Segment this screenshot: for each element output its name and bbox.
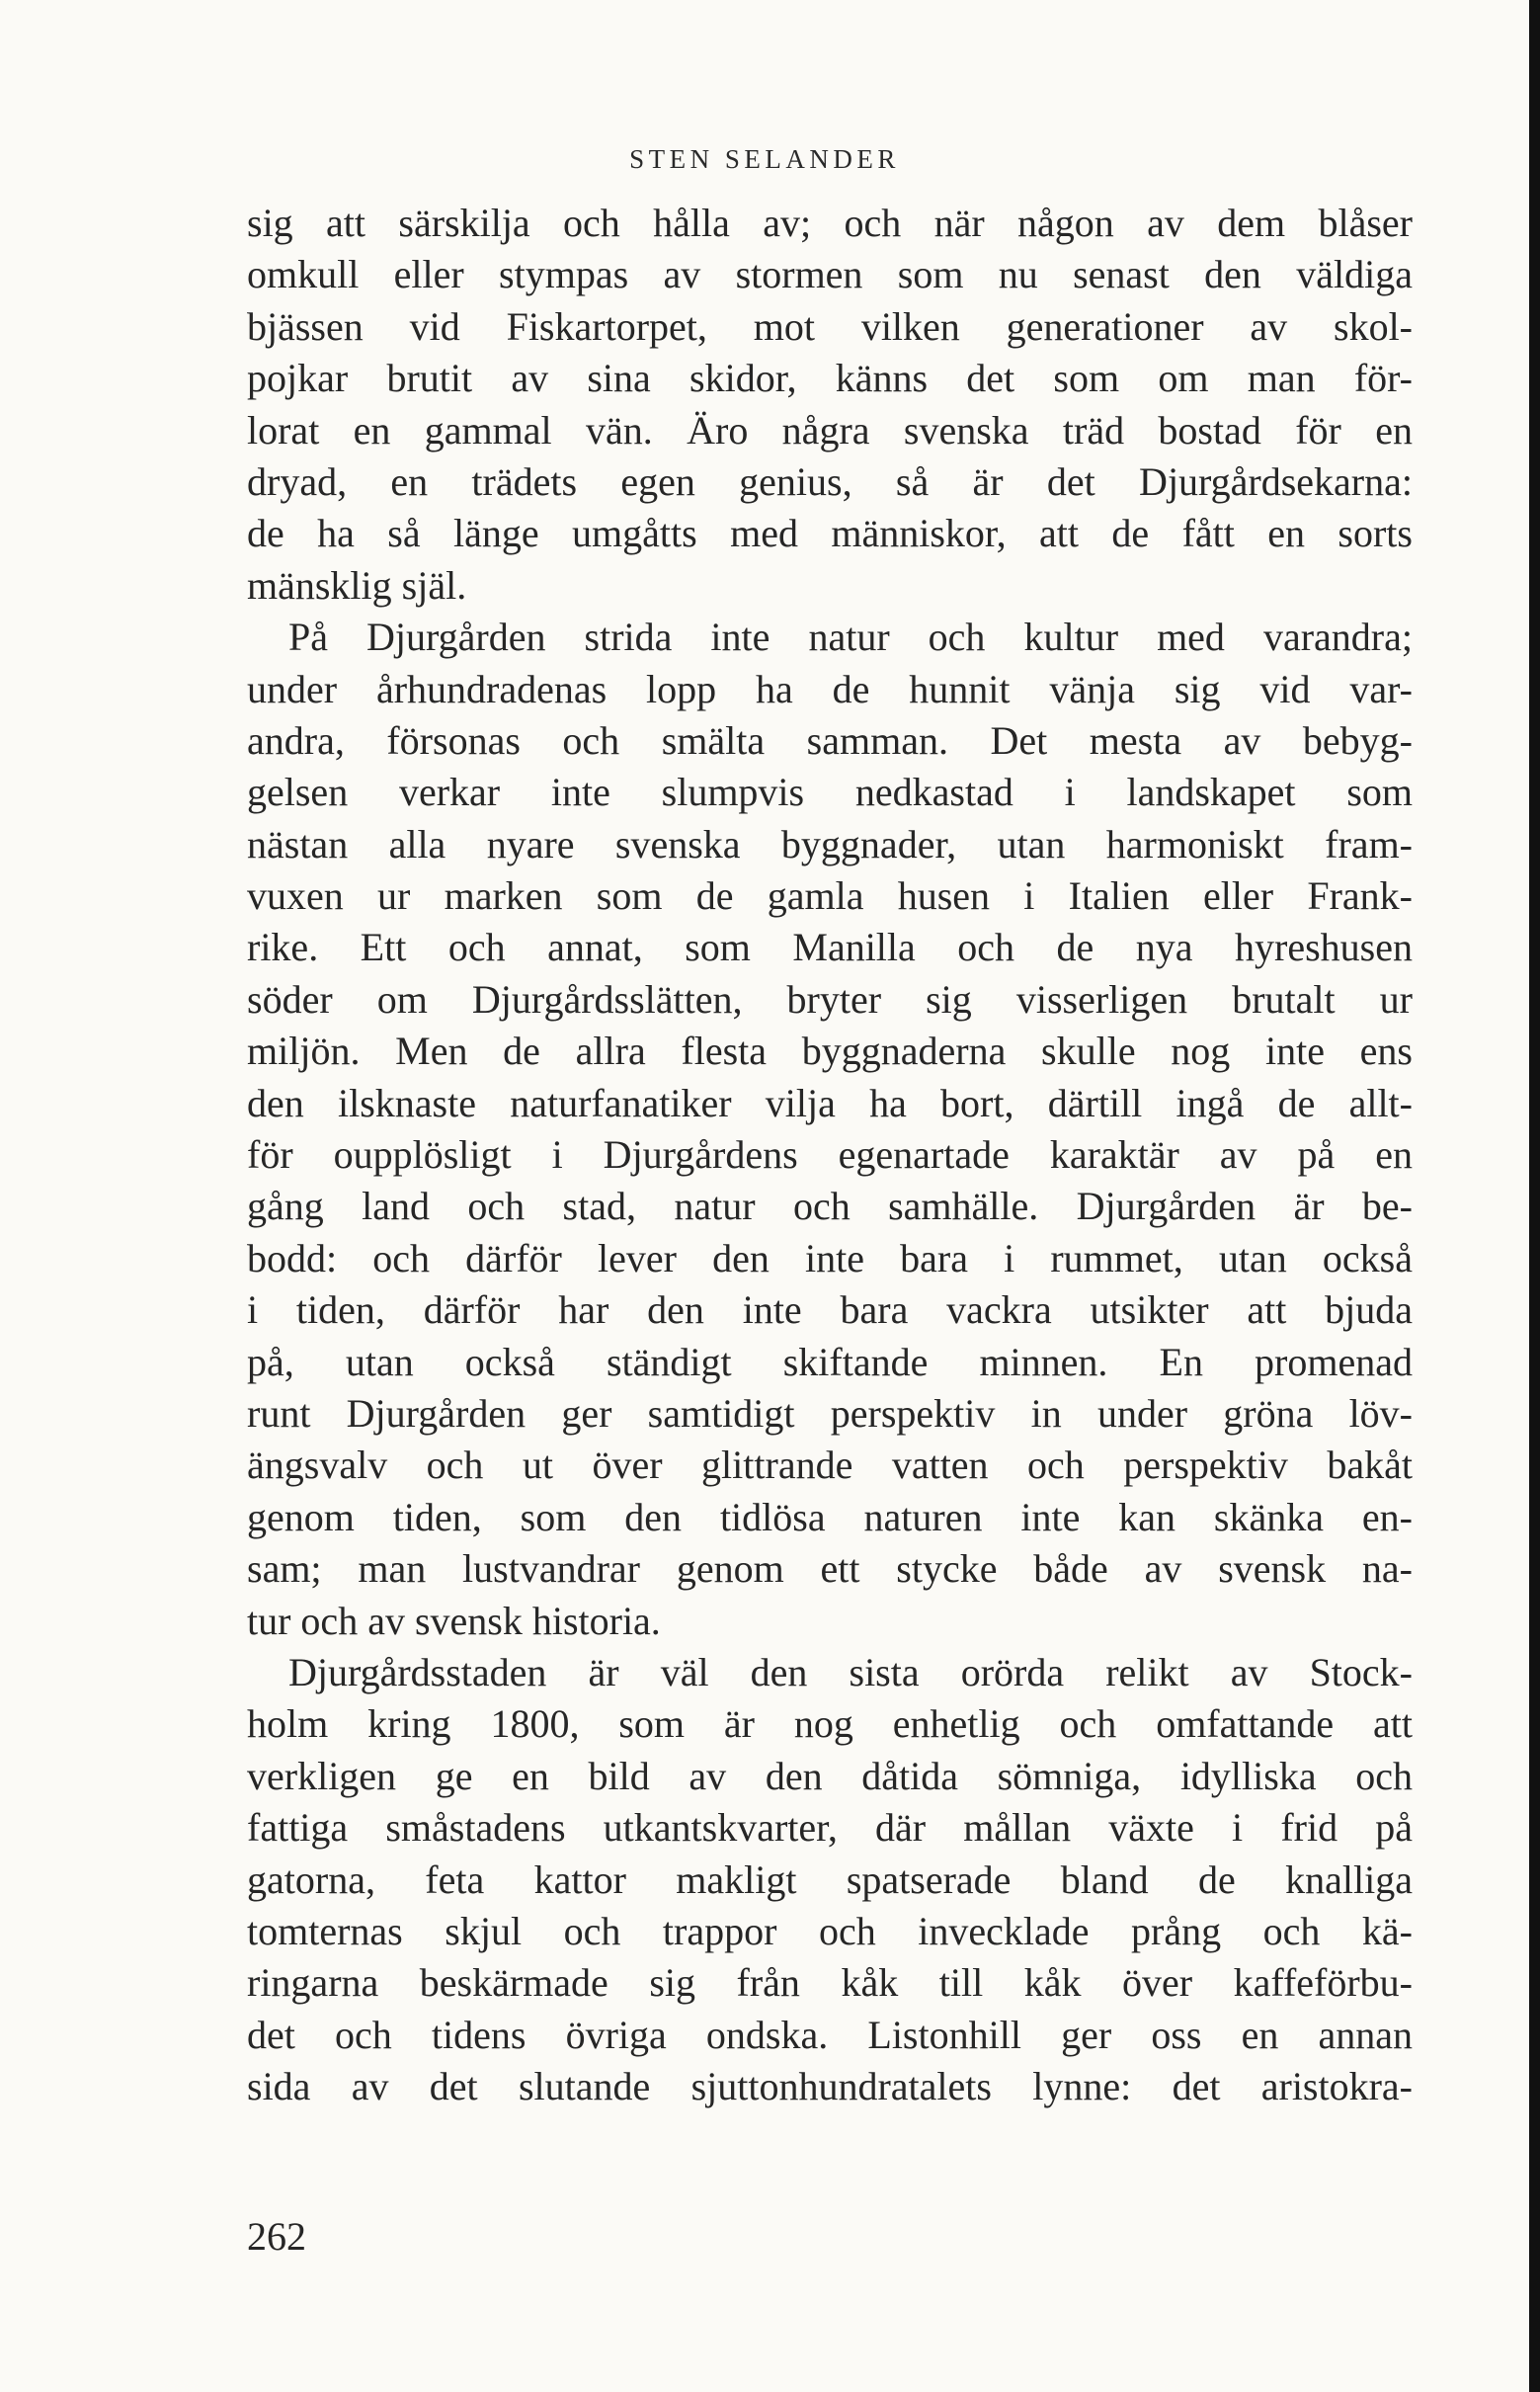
paragraph [247,198,1413,612]
text-line: mänsklig själ. [247,562,467,608]
text-line: sida av det slutande sjuttonhundratalets lynne: det aristokra- [247,2064,1413,2109]
text-line: pojkar brutit av sina skidor, känns det som om man för- [247,356,1413,401]
text-line: de ha så länge umgåtts med människor, att de fått en sorts [247,511,1413,556]
text-line: det och tidens övriga ondska. Listonhill ger oss en annan [247,2012,1413,2057]
text-line: vuxen ur marken som de gamla husen i Italien eller Frank- [247,873,1413,919]
text-line: nästan alla nyare svenska byggnader, utan harmoniskt fram- [247,821,1413,866]
text-line: den ilsknaste naturfanatiker vilja ha bort, därtill ingå de allt- [247,1080,1413,1125]
paragraph [247,1647,1413,2113]
text-line: fattiga småstadens utkantskvarter, där mållan växte i frid på [247,1805,1413,1851]
body-text [247,198,1413,2112]
text-line: bodd: och därför lever den inte bara i rummet, utan också [247,1235,1413,1280]
text-line: gelsen verkar inte slumpvis nedkastad i landskapet som [247,770,1413,815]
text-line: miljön. Men de allra flesta byggnaderna skulle nog inte ens [247,1029,1413,1074]
text-line: runt Djurgården ger samtidigt perspektiv in under gröna löv- [247,1390,1413,1436]
text-line: holm kring 1800, som är nog enhetlig och omfattande att [247,1701,1413,1747]
text-line: på, utan också ständigt skiftande minnen. En promenad [247,1339,1413,1384]
text-line: Djurgårdsstaden är väl den sista orörda relikt av Stock- [288,1649,1413,1694]
text-line: rike. Ett och annat, som Manilla och de nya hyreshusen [247,925,1413,970]
paragraph [247,612,1413,1647]
text-line: bjässen vid Fiskartorpet, mot vilken generationer av skol- [247,303,1413,349]
text-line: tomternas skjul och trappor och invecklade prång och kä- [247,1908,1413,1953]
text-line: sam; man lustvandrar genom ett stycke både av svensk na- [247,1546,1413,1592]
text-line: söder om Djurgårdsslätten, bryter sig visserligen brutalt ur [247,976,1413,1022]
text-line: för oupplösligt i Djurgårdens egenartade karaktär av på en [247,1132,1413,1178]
scan-edge [1529,0,1540,2392]
text-line: lorat en gammal vän. Äro några svenska träd bostad för en [247,407,1413,453]
text-line: gatorna, feta kattor makligt spatserade bland de knalliga [247,1856,1413,1902]
running-head: STEN SELANDER [629,144,900,174]
text-line: andra, försonas och smälta samman. Det mesta av bebyg- [247,717,1413,763]
text-line: sig att särskilja och hålla av; och när någon av dem blåser [247,201,1413,245]
text-line: ängsvalv och ut över glittrande vatten och perspektiv bakåt [247,1443,1413,1488]
text-line: På Djurgården strida inte natur och kultur med varandra; [288,615,1413,660]
text-line: verkligen ge en bild av den dåtida sömniga, idylliska och [247,1753,1413,1798]
text-line: ringarna beskärmade sig från kåk till kåk över kaffeförbu- [247,1960,1413,2006]
text-line: genom tiden, som den tidlösa naturen inte kan skänka en- [247,1494,1413,1539]
text-line: dryad, en trädets egen genius, så är det Djurgårdsekarna: [247,458,1413,504]
page-number: 262 [247,2214,306,2259]
text-line: under århundradenas lopp ha de hunnit vänja sig vid var- [247,666,1413,711]
text-line: omkull eller stympas av stormen som nu senast den väldiga [247,252,1413,297]
text-line: tur och av svensk historia. [247,1598,661,1643]
text-line: gång land och stad, natur och samhälle. Djurgården är be- [247,1184,1413,1229]
text-line: i tiden, därför har den inte bara vackra utsikter att bjuda [247,1287,1413,1333]
